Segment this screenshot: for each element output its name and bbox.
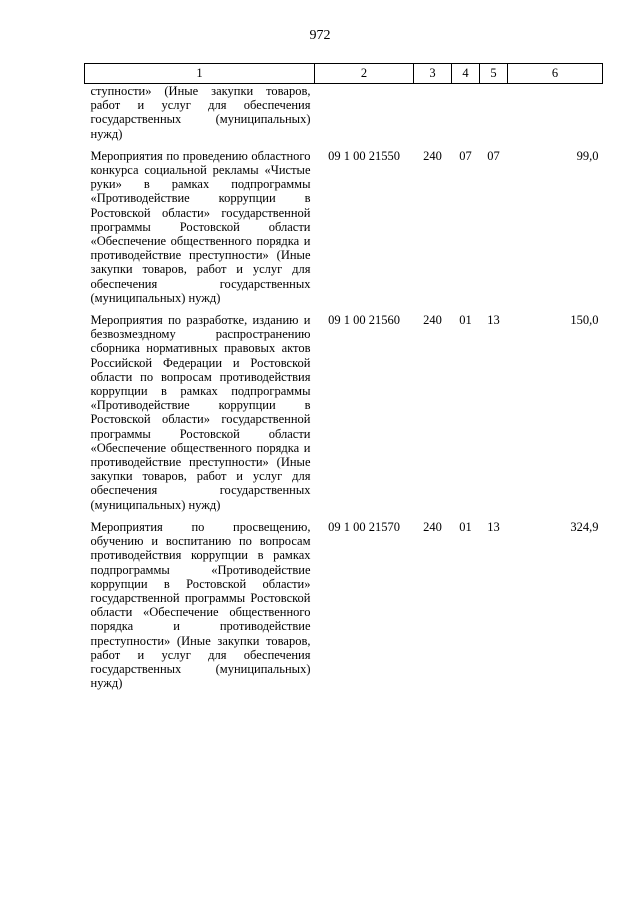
column-header: 2 [315, 64, 414, 84]
row-description: ступности» (Иные закупки товаров, работ и услуг для обеспечения государственных (муниципальных) нужд) [90, 84, 311, 141]
row-code: 09 1 00 21560 [328, 313, 400, 328]
row-subsection: 07 [487, 148, 500, 163]
column-header: 1 [85, 64, 315, 84]
row-code: 09 1 00 21550 [328, 148, 400, 163]
row-section: 01 [459, 313, 472, 328]
page-number: 972 [309, 28, 331, 43]
row-description: Мероприятия по разработке, изданию и безвозмездному распространению сборника нормативных правовых актов Российской Федерации и Ростовской области по вопросам противодействия коррупции в рамках подпрограммы «Противодействие коррупции в Ростовской области» государственной программы Ростовской области «Обеспечение общественного порядка и противодействие преступности» (Иные закупки товаров, работ и услуг для обеспечения государственных (муниципальных) нужд) [90, 313, 311, 512]
row-subsection: 13 [487, 313, 500, 328]
row-amount: 99,0 [576, 148, 599, 163]
column-header: 3 [414, 64, 452, 84]
table-row [85, 518, 603, 696]
row-section [452, 84, 480, 147]
column-header: 4 [452, 64, 480, 84]
row-section: 07 [459, 148, 472, 163]
table-row [85, 84, 603, 147]
row-code: 09 1 00 21570 [328, 519, 400, 534]
table-row [85, 147, 603, 311]
row-expense-type: 240 [423, 313, 442, 328]
table-row [85, 311, 603, 518]
row-expense-type [414, 84, 452, 147]
row-description: Мероприятия по просвещению, обучению и воспитанию по вопросам противодействия коррупции в рамках подпрограммы «Противодействие коррупции в Ростовской области» государственной программы Ростовской области «Обеспечение общественного порядка и противодействие преступности» (Иные закупки товаров, работ и услуг для обеспечения государственных (муниципальных) нужд) [90, 519, 311, 691]
column-header: 6 [508, 64, 603, 84]
row-code [315, 84, 414, 147]
row-amount: 150,0 [570, 313, 599, 328]
row-description: Мероприятия по проведению областного конкурса социальной рекламы «Чистые руки» в рамках подпрограммы «Противодействие коррупции в Ростовской области» государственной программы Ростовской области «Обеспечение общественного порядка и противодействие преступности» (Иные закупки товаров, работ и услуг для обеспечения государственных (муниципальных) нужд) [90, 148, 311, 305]
table-header-row [85, 64, 603, 84]
row-amount [508, 84, 603, 147]
row-section: 01 [459, 519, 472, 534]
row-expense-type: 240 [423, 519, 442, 534]
row-amount: 324,9 [570, 519, 599, 534]
row-subsection: 13 [487, 519, 500, 534]
row-expense-type: 240 [423, 148, 442, 163]
budget-table [84, 63, 603, 696]
row-subsection [480, 84, 508, 147]
column-header: 5 [480, 64, 508, 84]
